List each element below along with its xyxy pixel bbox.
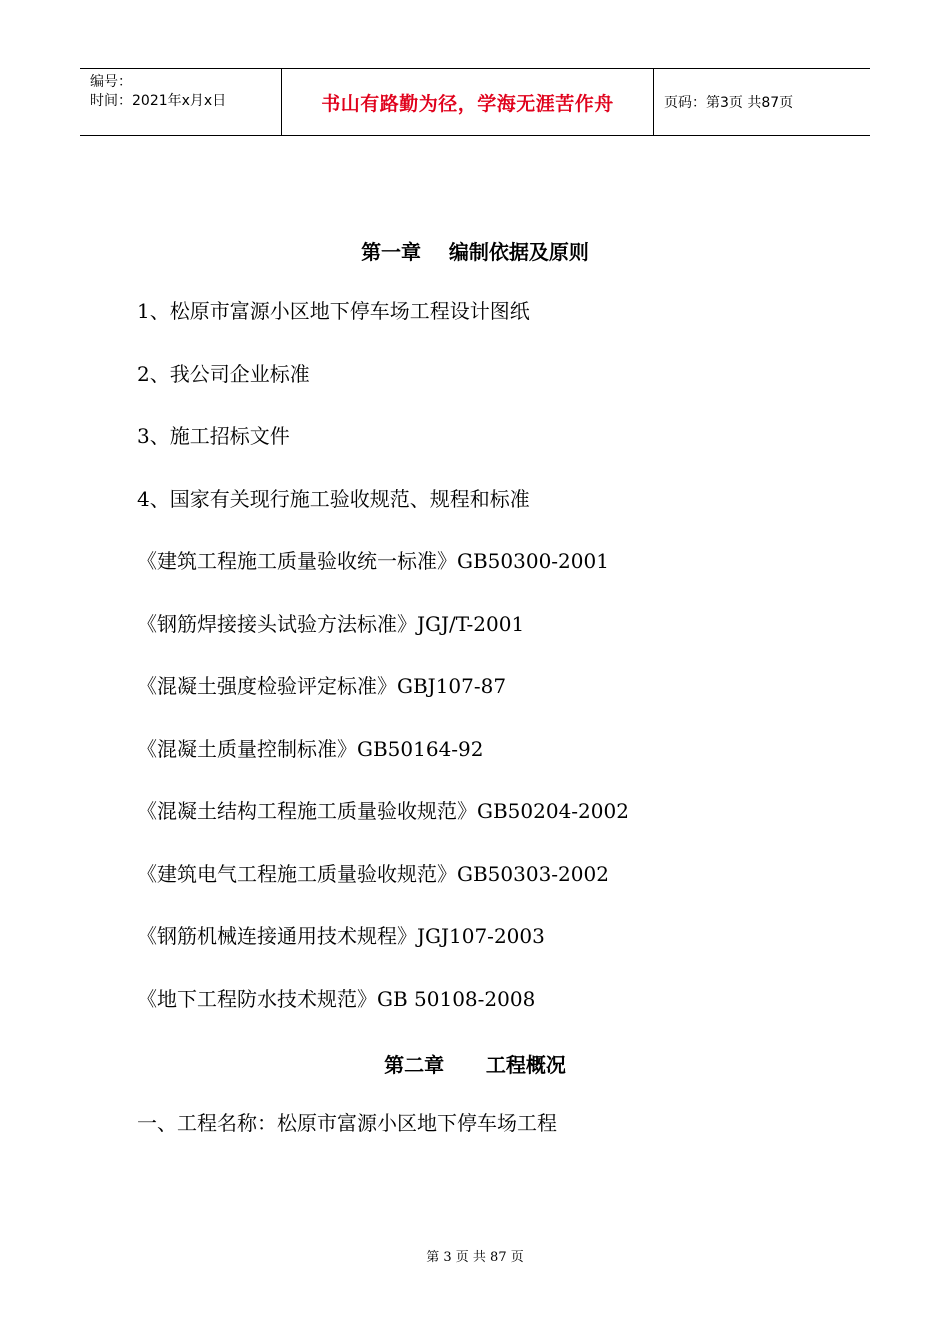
basis-item-1: 1、松原市富源小区地下停车场工程设计图纸 (137, 299, 530, 323)
header-motto: 书山有路勤为径，学海无涯苦作舟 (321, 92, 614, 115)
document-number-label: 编号： (90, 74, 132, 90)
chapter-2-title: 第二章 工程概况 (384, 1053, 566, 1077)
header-meta (80, 69, 281, 135)
document-header (80, 68, 870, 136)
project-name-line: 一、工程名称：松原市富源小区地下停车场工程 (137, 1111, 557, 1135)
basis-item-3: 3、施工招标文件 (137, 424, 290, 448)
standard-item: 《钢筋焊接接头试验方法标准》JGJ/T-2001 (137, 612, 525, 636)
chapter-1-title: 第一章 编制依据及原则 (361, 240, 589, 264)
standard-item: 《混凝土质量控制标准》GB50164-92 (137, 737, 484, 761)
header-page-info: 页码：第3页 共87页 (664, 95, 794, 111)
standard-item: 《地下工程防水技术规范》GB 50108-2008 (137, 987, 536, 1011)
standard-item: 《混凝土结构工程施工质量验收规范》GB50204-2002 (137, 799, 629, 823)
basis-item-2: 2、我公司企业标准 (137, 362, 310, 386)
basis-item-4: 4、国家有关现行施工验收规范、规程和标准 (137, 487, 530, 511)
document-time-label: 时间：2021年x月x日 (90, 93, 227, 109)
header-motto-cell (281, 69, 654, 135)
standard-item: 《建筑电气工程施工质量验收规范》GB50303-2002 (137, 862, 609, 886)
standard-item: 《建筑工程施工质量验收统一标准》GB50300-2001 (137, 549, 609, 573)
standard-item: 《钢筋机械连接通用技术规程》JGJ107-2003 (137, 924, 545, 948)
page-footer: 第 3 页 共 87 页 (426, 1250, 524, 1265)
standard-item: 《混凝土强度检验评定标准》GBJ107-87 (137, 674, 507, 698)
